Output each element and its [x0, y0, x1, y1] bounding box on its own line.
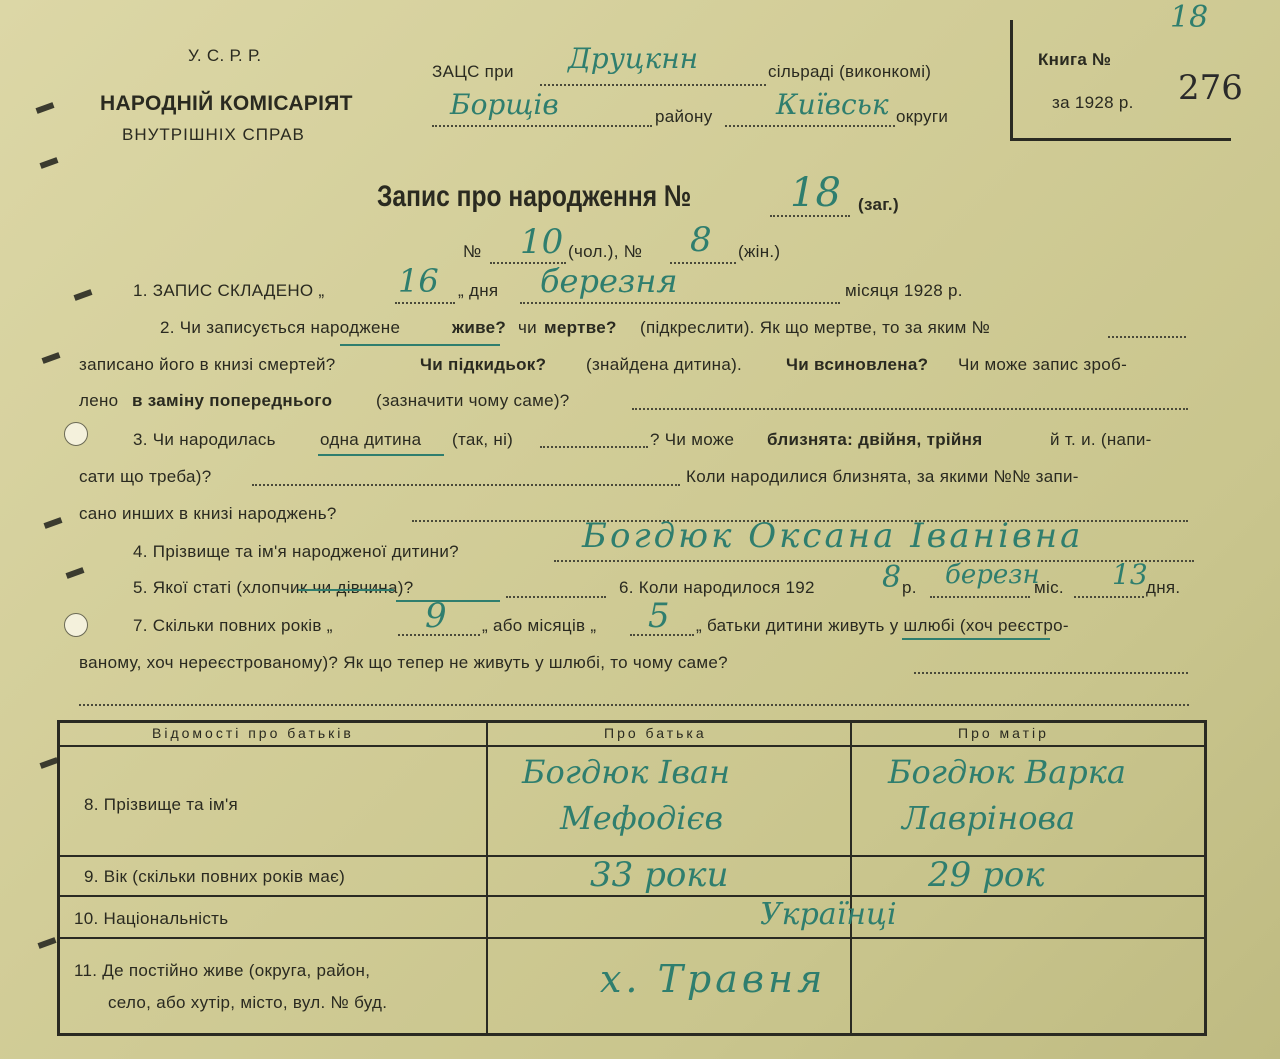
silradi-label: сільраді (виконкомі) — [768, 62, 932, 81]
ussr-label: У. С. Р. Р. — [188, 46, 262, 65]
item3-line3: сано инших в книзі народжень? — [79, 504, 337, 523]
item2-chy: чи — [518, 318, 537, 337]
item7-label-b: „ або місяців „ — [482, 616, 597, 635]
item6-month-suffix: міс. — [1034, 578, 1064, 597]
item2-line1: 2. Чи записується народжене — [160, 318, 401, 337]
hw-village: Друцкнн — [568, 42, 699, 75]
hw-birth-day: 13 — [1112, 558, 1148, 591]
item2-rest: (підкреслити). Як що мертве, то за яким № — [640, 318, 991, 337]
underline-girl — [396, 600, 500, 602]
row11-label: 11. Де постійно живе (округа, район, — [74, 961, 371, 980]
staple-mark — [38, 937, 57, 949]
item2-line3b: в заміну попереднього — [132, 391, 333, 410]
table-divider — [850, 723, 852, 1033]
underline-live — [902, 638, 1050, 640]
item3-line1c: (так, ні) — [452, 430, 514, 449]
staple-mark — [40, 157, 59, 169]
item3-line1b: одна дитина — [320, 430, 422, 449]
item3-line1f: й т. и. (напи- — [1050, 430, 1152, 449]
hw-okrug: Київськ — [776, 88, 889, 121]
item5-label: 5. Якої статі (хлопчик чи дівчина)? — [133, 578, 414, 597]
hw-day: 16 — [398, 262, 439, 300]
hw-birth-month: березн — [945, 560, 1040, 590]
table-divider — [60, 745, 1204, 747]
item7-reason-line2 — [79, 704, 1189, 706]
hw-months-married: 5 — [648, 596, 670, 636]
hw-district: Борщів — [450, 88, 559, 121]
month-line — [520, 302, 840, 304]
hw-mother-age: 29 рок — [928, 855, 1045, 895]
years-line — [398, 634, 480, 636]
hw-record-number: 18 — [790, 170, 841, 216]
hw-book-number: 276 — [1178, 68, 1243, 108]
item2-line2c: (знайдена дитина). — [586, 355, 743, 374]
item3-twins-line — [252, 484, 680, 486]
item3-line1d: ? Чи може — [650, 430, 735, 449]
commissariat-line2: ВНУТРІШНІХ СПРАВ — [122, 125, 305, 144]
staple-mark — [42, 352, 61, 364]
book-year-label: за 1928 р. — [1052, 93, 1134, 112]
item1-month: місяця 1928 р. — [845, 281, 963, 300]
item2-zhyve: живе? — [452, 318, 507, 337]
hw-female-number: 8 — [690, 220, 712, 260]
strike-boy — [298, 589, 394, 591]
record-suffix: (заг.) — [858, 195, 899, 214]
hw-mother-patronymic: Лаврінова — [902, 799, 1076, 837]
binder-hole-2 — [64, 613, 88, 637]
item2-number-line — [1108, 336, 1186, 338]
item2-reason-line — [632, 408, 1188, 410]
hw-father-patronymic: Мефодієв — [560, 799, 724, 837]
item2-line2b: Чи підкидьок? — [420, 355, 547, 374]
village-line — [540, 84, 766, 86]
item3-line1a: 3. Чи народилась — [133, 430, 276, 449]
item1-label: 1. ЗАПИС СКЛАДЕНО „ — [133, 281, 325, 300]
hw-nationality: Українці — [760, 897, 897, 932]
header-mother: Про матір — [958, 725, 1049, 741]
item2-mertve: мертве? — [544, 318, 617, 337]
row10-label: 10. Національність — [74, 909, 229, 928]
item7-label-a: 7. Скільки повних років „ — [133, 616, 333, 635]
underline-one-child — [318, 454, 444, 456]
item6-day-suffix: дня. — [1146, 578, 1181, 597]
table-divider — [486, 723, 488, 1033]
day-line — [395, 302, 455, 304]
birth-day-line — [1074, 596, 1144, 598]
table-divider — [60, 937, 1204, 939]
district-line — [432, 125, 652, 127]
item6-year-suffix: р. — [902, 578, 917, 597]
parents-table — [57, 720, 1207, 1036]
zags-pri-label: ЗАЦС при — [432, 62, 514, 81]
child-name-line — [554, 560, 1194, 562]
item7-reason-line — [914, 672, 1188, 674]
staple-mark — [74, 289, 93, 301]
item7-line2: ваному, хоч нереєстрованому)? Як що тепер не живуть у шлюбі, то чому саме? — [79, 653, 728, 672]
no-label: № — [463, 242, 482, 261]
item5-answer-line — [506, 596, 606, 598]
birth-month-line — [930, 596, 1030, 598]
okrug-line — [725, 125, 895, 127]
hw-month: березня — [540, 262, 678, 300]
item2-line2e: Чи може запис зроб- — [958, 355, 1128, 374]
item1-day: „ дня — [458, 281, 499, 300]
hw-birth-year: 8 — [882, 560, 902, 595]
hw-book-top: 18 — [1170, 0, 1209, 35]
item2-line2a: записано його в книзі смертей? — [79, 355, 336, 374]
hw-residence: х. Травня — [600, 957, 827, 1001]
document-title: Запис про народження № — [377, 180, 692, 213]
female-label: (жін.) — [738, 242, 781, 261]
item3-line2a: сати що треба)? — [79, 467, 212, 486]
raionu-label: району — [655, 107, 713, 126]
row8-label: 8. Прізвище та ім'я — [84, 795, 239, 814]
record-number-line — [770, 215, 850, 217]
item6-label: 6. Коли народилося 192 — [619, 578, 815, 597]
hw-mother-name: Богдюк Варка — [888, 753, 1126, 791]
male-label: (чол.), № — [568, 242, 643, 261]
item3-answer-line — [540, 446, 648, 448]
item3-line2b: Коли народилися близнята, за якими №№ запи- — [686, 467, 1079, 486]
item3-line1e: близнята: двійня, трійня — [767, 430, 983, 449]
staple-mark — [36, 102, 55, 114]
female-number-line — [670, 262, 736, 264]
underline-zhyve — [340, 344, 500, 346]
commissariat-line1: НАРОДНІЙ КОМІСАРІЯТ — [100, 92, 353, 115]
item2-line3c: (зазначити чому саме)? — [376, 391, 570, 410]
binder-hole-1 — [64, 422, 88, 446]
item2-line2d: Чи всиновлена? — [786, 355, 929, 374]
staple-mark — [40, 757, 59, 769]
item2-line3a: лено — [79, 391, 119, 410]
header-parents-info: Відомості про батьків — [152, 725, 354, 741]
hw-male-number: 10 — [520, 222, 564, 262]
okrugy-label: округи — [896, 107, 949, 126]
row11-label2: село, або хутір, місто, вул. № буд. — [108, 993, 388, 1012]
months-line — [630, 634, 694, 636]
hw-years-married: 9 — [425, 596, 447, 636]
hw-child-name: Богдюк Оксана Іванівна — [582, 516, 1084, 556]
hw-father-name: Богдюк Іван — [522, 753, 731, 791]
staple-mark — [44, 517, 63, 529]
item7-label-c: „ батьки дитини живуть у шлюбі (хоч реєстро- — [696, 616, 1069, 635]
item4-label: 4. Прізвище та ім'я народженої дитини? — [133, 542, 459, 561]
row9-label: 9. Вік (скільки повних років має) — [84, 867, 346, 886]
table-divider — [60, 895, 1204, 897]
book-label: Книга № — [1038, 50, 1112, 69]
hw-father-age: 33 роки — [590, 855, 729, 895]
staple-mark — [66, 567, 85, 579]
header-father: Про батька — [604, 725, 707, 741]
